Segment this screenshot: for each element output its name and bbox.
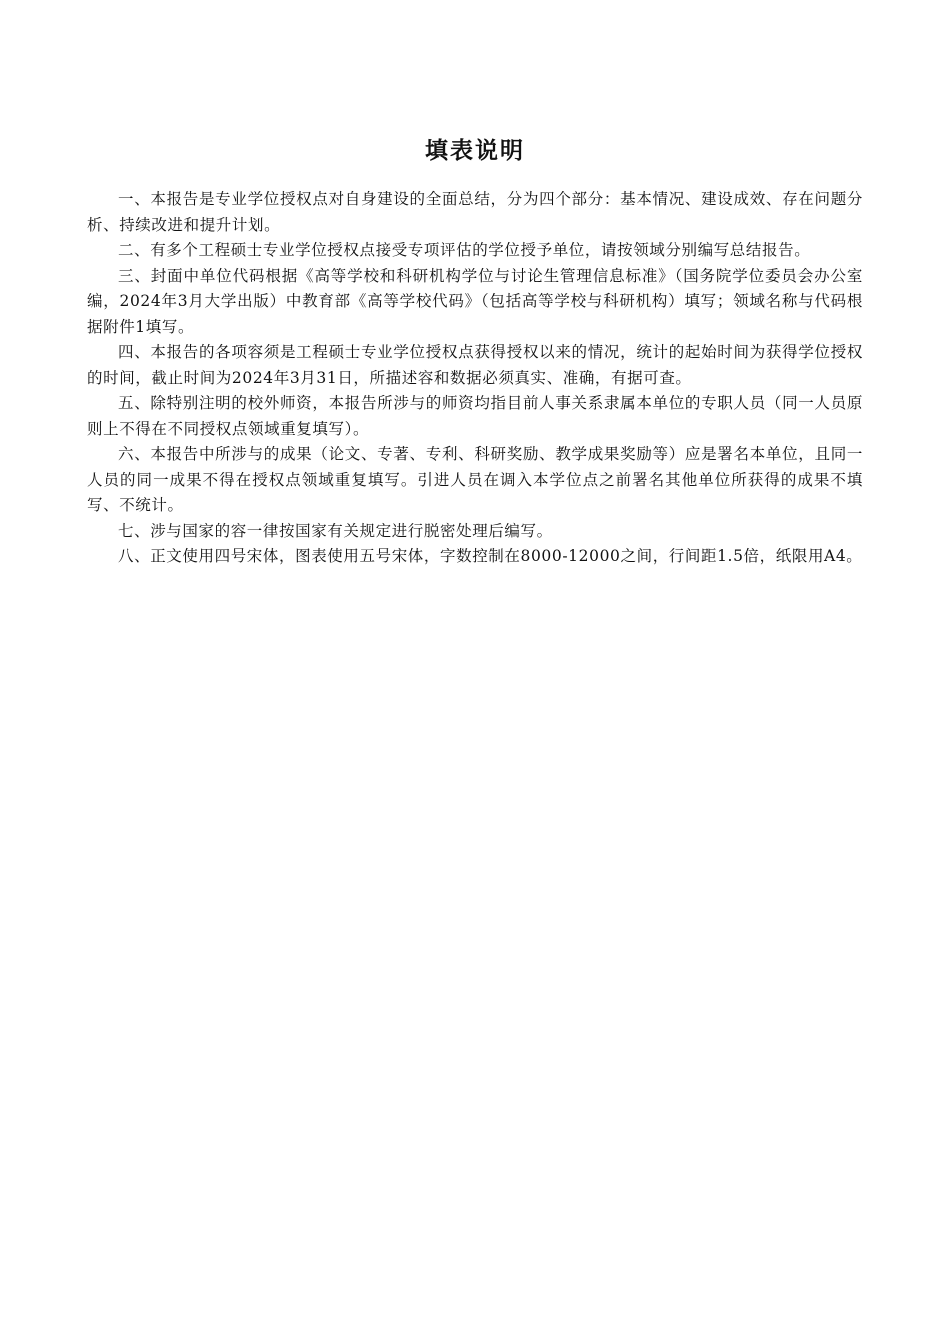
instruction-paragraph-3: 三、封面中单位代码根据《高等学校和科研机构学位与讨论生管理信息标准》（国务院学位委员会办公室编，2024年3月大学出版）中教育部《高等学校代码》（包括高等学校与科研机构）填写；领域名称与代码根据附件1填写。	[87, 266, 863, 336]
instruction-paragraph-6: 六、本报告中所涉与的成果（论文、专著、专利、科研奖励、教学成果奖励等）应是署名本单位，且同一人员的同一成果不得在授权点领域重复填写。引进人员在调入本学位点之前署名其他单位所获得的成果不填写、不统计。	[87, 445, 863, 514]
instruction-paragraph-4: 四、本报告的各项容须是工程硕士专业学位授权点获得授权以来的情况，统计的起始时间为获得学位授权的时间，截止时间为2024年3月31日，所描述容和数据必须真实、准确，有据可查。	[87, 343, 863, 387]
instruction-paragraph-5: 五、除特别注明的校外师资，本报告所涉与的师资均指目前人事关系隶属本单位的专职人员（同一人员原则上不得在不同授权点领域重复填写）。	[87, 394, 863, 438]
instruction-paragraph-1: 一、本报告是专业学位授权点对自身建设的全面总结，分为四个部分：基本情况、建设成效、存在问题分析、持续改进和提升计划。	[87, 190, 863, 234]
instruction-paragraph-7: 七、涉与国家的容一律按国家有关规定进行脱密处理后编写。	[118, 521, 553, 540]
instruction-paragraph-8: 八、正文使用四号宋体，图表使用五号宋体，字数控制在8000-12000之间，行间距1.5倍，纸限用A4。	[118, 547, 863, 565]
page-title: 填表说明	[425, 138, 525, 164]
instructions-body	[87, 187, 863, 570]
instruction-paragraph-2: 二、有多个工程硕士专业学位授权点接受专项评估的学位授予单位，请按领域分别编写总结报告。	[118, 241, 811, 259]
